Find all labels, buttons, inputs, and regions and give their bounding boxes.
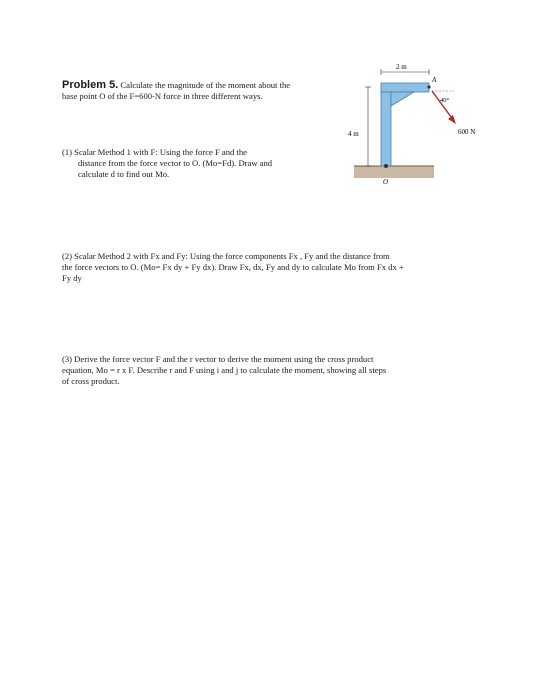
horizontal-arm — [381, 83, 429, 92]
problem-number: Problem 5. — [62, 79, 119, 91]
bracket-figure — [344, 58, 494, 193]
problem-statement — [62, 80, 334, 102]
height-label: 4 m — [348, 130, 359, 138]
part-3-line-2: equation, Mo = r x F. Describe r and F using i and j to calculate the moment, showing all steps — [62, 365, 387, 375]
part-1 — [62, 147, 352, 180]
bracket-diagram — [344, 58, 494, 193]
point-o-label: O — [383, 178, 389, 186]
part-1-line-3: calculate d to find out Mo. — [78, 169, 170, 179]
gusset-plate — [391, 92, 414, 106]
vertical-post — [381, 86, 391, 166]
width-label: 2 m — [396, 63, 407, 71]
part-2 — [62, 251, 482, 284]
part-1-line-1: (1) Scalar Method 1 with F: Using the force F and the — [62, 147, 247, 157]
angle-label: 40° — [440, 97, 450, 104]
part-2-line-2: the force vectors to O. (Mo= Fx dy + Fy dx). Draw Fx, dx, Fy and dy to calculate Mo from Fx dx + — [62, 262, 404, 272]
force-label: 600 N — [458, 128, 476, 136]
problem-statement-line-2: base point O of the F=600-N force in three different ways. — [62, 91, 263, 101]
point-a-marker — [427, 85, 430, 88]
part-3-line-1: (3) Derive the force vector F and the r vector to derive the moment using the cross product — [62, 354, 374, 364]
force-arrow-head — [448, 115, 456, 124]
part-3 — [62, 354, 482, 387]
part-1-line-2: distance from the force vector to O. (Mo=Fd). Draw and — [78, 158, 273, 168]
ground — [354, 166, 434, 178]
problem-statement-line-1: Calculate the magnitude of the moment about the — [120, 80, 291, 90]
point-a-label: A — [432, 76, 437, 84]
part-3-line-3: of cross product. — [62, 376, 120, 386]
part-2-line-3: Fy dy — [62, 273, 82, 283]
point-o-marker — [384, 164, 388, 168]
force-arrow-shaft — [432, 91, 454, 121]
part-2-line-1: (2) Scalar Method 2 with Fx and Fy: Using the force components Fx , Fy and the distance from — [62, 251, 390, 261]
